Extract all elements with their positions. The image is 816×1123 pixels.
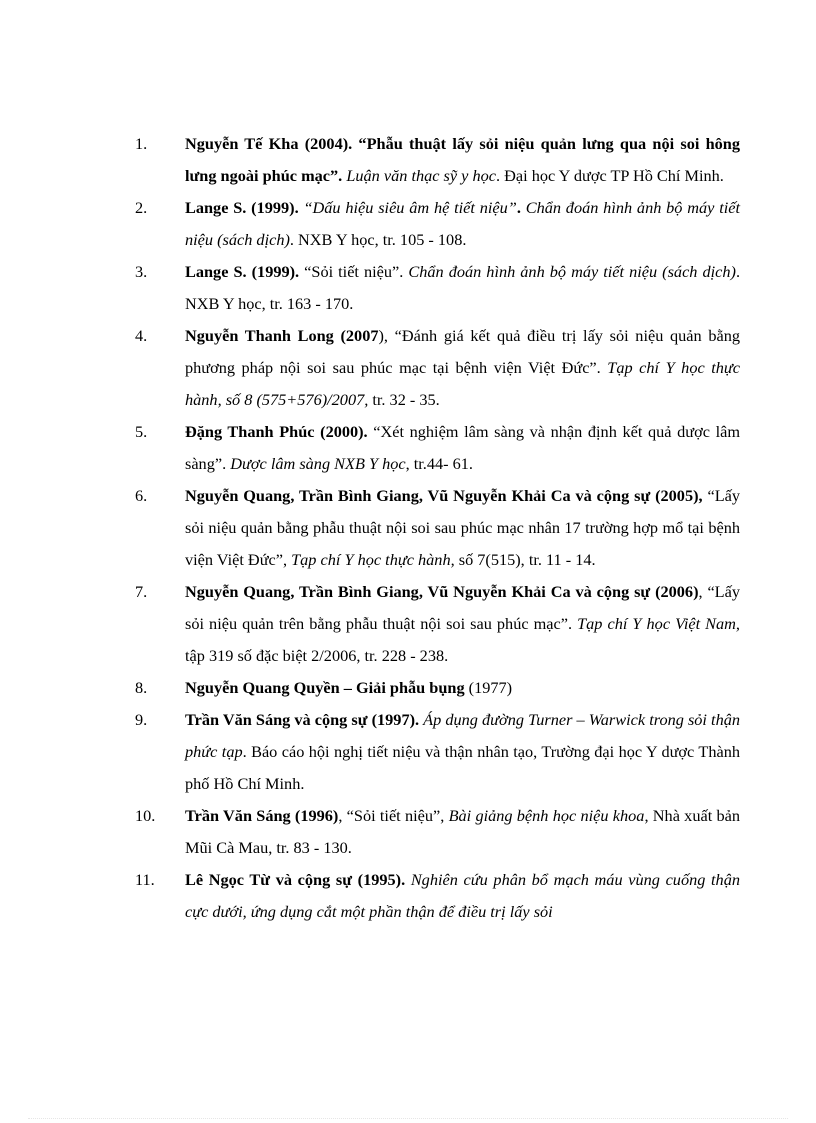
reference-text-run: (1977) — [464, 678, 513, 697]
reference-item — [135, 320, 740, 416]
reference-author-run: Nguyễn Quang Quyền – Giải phẫu bụng — [185, 678, 465, 697]
reference-title-run: Chẩn đoán hình ảnh bộ máy tiết niệu (sách dịch) — [185, 198, 740, 249]
reference-item — [135, 864, 740, 928]
reference-text-run: “Sỏi tiết niệu”. — [299, 262, 409, 281]
reference-text-run: , tr.44- 61. — [405, 454, 474, 473]
reference-title-run: Tạp chí Y học Việt Nam, — [577, 614, 740, 633]
reference-author-run: Đặng Thanh Phúc (2000). — [185, 422, 368, 441]
reference-text — [185, 864, 740, 928]
reference-text — [185, 192, 740, 256]
reference-text — [185, 128, 740, 192]
reference-item — [135, 416, 740, 480]
reference-item — [135, 672, 740, 704]
reference-item — [135, 704, 740, 800]
reference-text — [185, 480, 740, 576]
reference-number: 3. — [135, 262, 148, 281]
reference-text-run: , “Sỏi tiết niệu”, — [338, 806, 449, 825]
reference-text-run: số 7(515), tr. 11 - 14. — [454, 550, 596, 569]
reference-number: 6. — [135, 486, 148, 505]
reference-number: 11. — [135, 870, 155, 889]
reference-author-run: Nguyễn Thanh Long (2007 — [185, 326, 379, 345]
reference-text-run: “Lấy sỏi niệu quản bằng phẫu thuật nội soi sau phúc mạc nhân 17 trường hợp mổ tại bệnh viện Việt Đức”, — [185, 486, 741, 569]
reference-author-run: Nguyễn Tế Kha (2004). “Phẫu thuật lấy sỏi niệu quản lưng qua nội soi hông lưng ngoài phúc mạc”. — [185, 134, 740, 185]
page-bottom-divider — [28, 1118, 788, 1119]
reference-text-run: tập 319 số đặc biệt 2/2006, tr. 228 - 238. — [185, 646, 449, 665]
reference-title-run: Tạp chí Y học thực hành, — [291, 550, 455, 569]
reference-title-run: Áp dụng đường Turner – Warwick trong sỏi thận phức tạp — [185, 710, 740, 761]
reference-title-run: Chẩn đoán hình ảnh bộ máy tiết niệu (sách dịch) — [408, 262, 736, 281]
reference-text — [185, 704, 740, 800]
reference-item — [135, 800, 740, 864]
reference-text — [185, 416, 740, 480]
reference-title-run: Nghiên cứu phân bổ mạch máu vùng cuống thận cực dưới, ứng dụng cắt một phần thận để điều trị lấy sỏi — [185, 870, 740, 921]
reference-author-run: . — [516, 198, 521, 217]
reference-title-run: Dược lâm sàng NXB Y học — [230, 454, 406, 473]
reference-text — [185, 800, 740, 864]
reference-text-run: . Báo cáo hội nghị tiết niệu và thận nhân tạo, Trường đại học Y dược Thành phố Hồ Chí Minh. — [185, 742, 740, 793]
reference-number: 5. — [135, 422, 148, 441]
reference-text — [185, 576, 740, 672]
reference-item — [135, 256, 740, 320]
reference-number: 2. — [135, 198, 148, 217]
reference-list — [135, 128, 740, 928]
reference-author-run: Lange S. (1999). — [185, 262, 300, 281]
reference-item — [135, 480, 740, 576]
reference-text-run: ), “Đánh giá kết quả điều trị lấy sỏi niệu quản bằng phương pháp nội soi sau phúc mạc tại bệnh viện Việt Đức”. — [185, 326, 741, 377]
reference-author-run: Trần Văn Sáng (1996) — [185, 806, 339, 825]
reference-number: 8. — [135, 678, 148, 697]
reference-title-run: “Dấu hiệu siêu âm hệ tiết niệu” — [303, 198, 517, 217]
reference-text-run: , Nhà xuất bản Mũi Cà Mau, tr. 83 - 130. — [185, 806, 740, 857]
reference-text — [185, 320, 740, 416]
reference-text — [185, 256, 740, 320]
reference-text-run: tr. 32 - 35. — [368, 390, 440, 409]
reference-author-run: Nguyễn Quang, Trần Bình Giang, Vũ Nguyễn Khải Ca và cộng sự (2006) — [185, 582, 699, 601]
reference-text — [185, 672, 740, 704]
reference-item — [135, 128, 740, 192]
reference-text-run: “Xét nghiệm lâm sàng và nhận định kết quả dược lâm sàng”. — [185, 422, 740, 473]
reference-text-run: , “Lấy sỏi niệu quản trên bằng phẫu thuật nội soi sau phúc mạc”. — [185, 582, 740, 633]
reference-text-run: . NXB Y học, tr. 105 - 108. — [289, 230, 467, 249]
reference-author-run: Lê Ngọc Từ và cộng sự (1995). — [185, 870, 406, 889]
reference-number: 4. — [135, 326, 148, 345]
reference-title-run: Tạp chí Y học thực hành, số 8 (575+576)/2007, — [185, 358, 741, 409]
reference-title-run: Bài giảng bệnh học niệu khoa — [448, 806, 645, 825]
reference-author-run: Trần Văn Sáng và cộng sự (1997). — [185, 710, 420, 729]
reference-text-run: . NXB Y học, tr. 163 - 170. — [185, 262, 741, 313]
reference-number: 10. — [135, 806, 156, 825]
reference-item — [135, 192, 740, 256]
reference-text-run: . Đại học Y dược TP Hồ Chí Minh. — [495, 166, 724, 185]
reference-number: 9. — [135, 710, 148, 729]
reference-item — [135, 576, 740, 672]
reference-author-run: Lange S. (1999). — [185, 198, 299, 217]
reference-title-run: Luận văn thạc sỹ y học — [346, 166, 496, 185]
reference-number: 1. — [135, 134, 148, 153]
reference-number: 7. — [135, 582, 148, 601]
reference-author-run: Nguyễn Quang, Trần Bình Giang, Vũ Nguyễn Khải Ca và cộng sự (2005), — [185, 486, 703, 505]
